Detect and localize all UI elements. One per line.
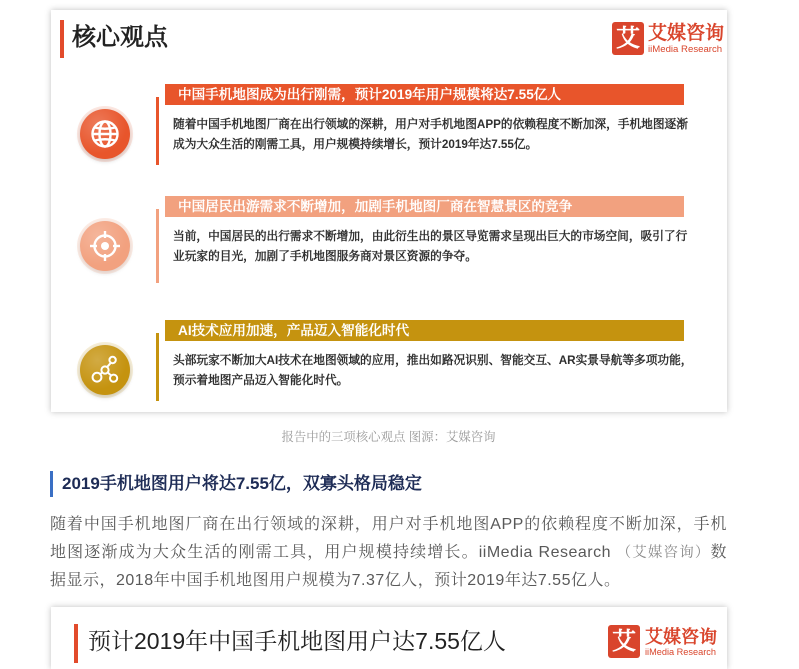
- key-point-body-line: 业玩家的目光，加剧了手机地图服务商对景区资源的争夺。: [173, 250, 477, 263]
- key-point-divider: [156, 97, 159, 165]
- key-point-body-line: 随着中国手机地图厂商在出行领域的深耕，用户对手机地图APP的依赖程度不断加深，手机地图逐渐: [173, 118, 688, 131]
- figure-caption: 报告中的三项核心观点 图源：艾媒咨询: [281, 430, 496, 444]
- iimedia-logo-mark: 艾: [612, 22, 644, 55]
- paragraph-line: [50, 539, 727, 567]
- iimedia-logo: [608, 625, 722, 659]
- key-point-3: [51, 320, 727, 420]
- network-icon-badge: [80, 345, 130, 395]
- paragraph-line: [50, 567, 727, 595]
- heading-accent-bar: [50, 471, 53, 497]
- paragraph-text: 随着中国手机地图厂商在出行领域的深耕，用户对手机地图APP的依赖程度不断加深，手机: [50, 516, 727, 533]
- target-icon: [80, 221, 130, 271]
- iimedia-logo-name-cn: 艾媒咨询: [648, 22, 725, 44]
- key-point-body-line: 预示着地图产品迈入智能化时代。: [173, 374, 349, 387]
- figure-title: 预计2019年中国手机地图用户达7.55亿人: [88, 628, 506, 654]
- key-point-2: [51, 196, 727, 296]
- core-views-figure[interactable]: [51, 10, 727, 412]
- globe-icon-badge: [80, 109, 130, 159]
- iimedia-logo-name-cn: 艾媒咨询: [645, 627, 717, 648]
- user-forecast-figure[interactable]: [51, 607, 727, 669]
- paragraph-text: 数: [710, 544, 727, 561]
- section-heading: 2019手机地图用户将达7.55亿，双寡头格局稳定: [62, 474, 422, 493]
- iimedia-logo-name-en: iiMedia Research: [648, 44, 723, 55]
- key-point-body: [173, 115, 718, 155]
- key-point-divider: [156, 209, 159, 283]
- source-name-aside: （艾媒咨询）: [616, 545, 711, 561]
- key-point-body-line: 成为大众生活的刚需工具，用户规模持续增长，预计2019年达7.55亿。: [173, 138, 538, 151]
- key-point-divider: [156, 333, 159, 401]
- figure-title-accent-bar: [74, 624, 78, 663]
- key-point-headline: 中国手机地图成为出行刚需，预计2019年用户规模将达7.55亿人: [165, 84, 684, 105]
- key-point-body: [173, 227, 718, 267]
- paragraph-text: 地图逐渐成为大众生活的刚需工具，用户规模持续增长。iiMedia Research: [50, 544, 617, 561]
- key-point-body-line: 当前，中国居民的出行需求不断增加，由此衍生出的景区导览需求呈现出巨大的市场空间，吸引了行: [173, 230, 688, 243]
- paragraph-text: 据显示，2018年中国手机地图用户规模为7.37亿人，预计2019年达7.55亿人。: [50, 572, 621, 589]
- paragraph-line: [50, 511, 727, 539]
- figure-title: 核心观点: [72, 24, 168, 51]
- network-icon: [80, 345, 130, 395]
- key-point-1: [51, 84, 727, 184]
- key-point-body-line: 头部玩家不断加大AI技术在地图领域的应用，推出如路况识别、智能交互、AR实景导航等多项功能，: [173, 354, 693, 367]
- iimedia-logo-mark: 艾: [608, 625, 640, 658]
- key-point-body: [173, 351, 718, 391]
- target-icon-badge: [80, 221, 130, 271]
- key-point-headline: 中国居民出游需求不断增加，加剧手机地图厂商在智慧景区的竞争: [165, 196, 684, 217]
- figure-title-accent-bar: [60, 20, 64, 58]
- key-point-headline: AI技术应用加速，产品迈入智能化时代: [165, 320, 684, 341]
- iimedia-logo-name-en: iiMedia Research: [645, 647, 716, 657]
- iimedia-logo: [612, 22, 726, 56]
- article-paragraph: [50, 511, 727, 595]
- globe-icon: [80, 109, 130, 159]
